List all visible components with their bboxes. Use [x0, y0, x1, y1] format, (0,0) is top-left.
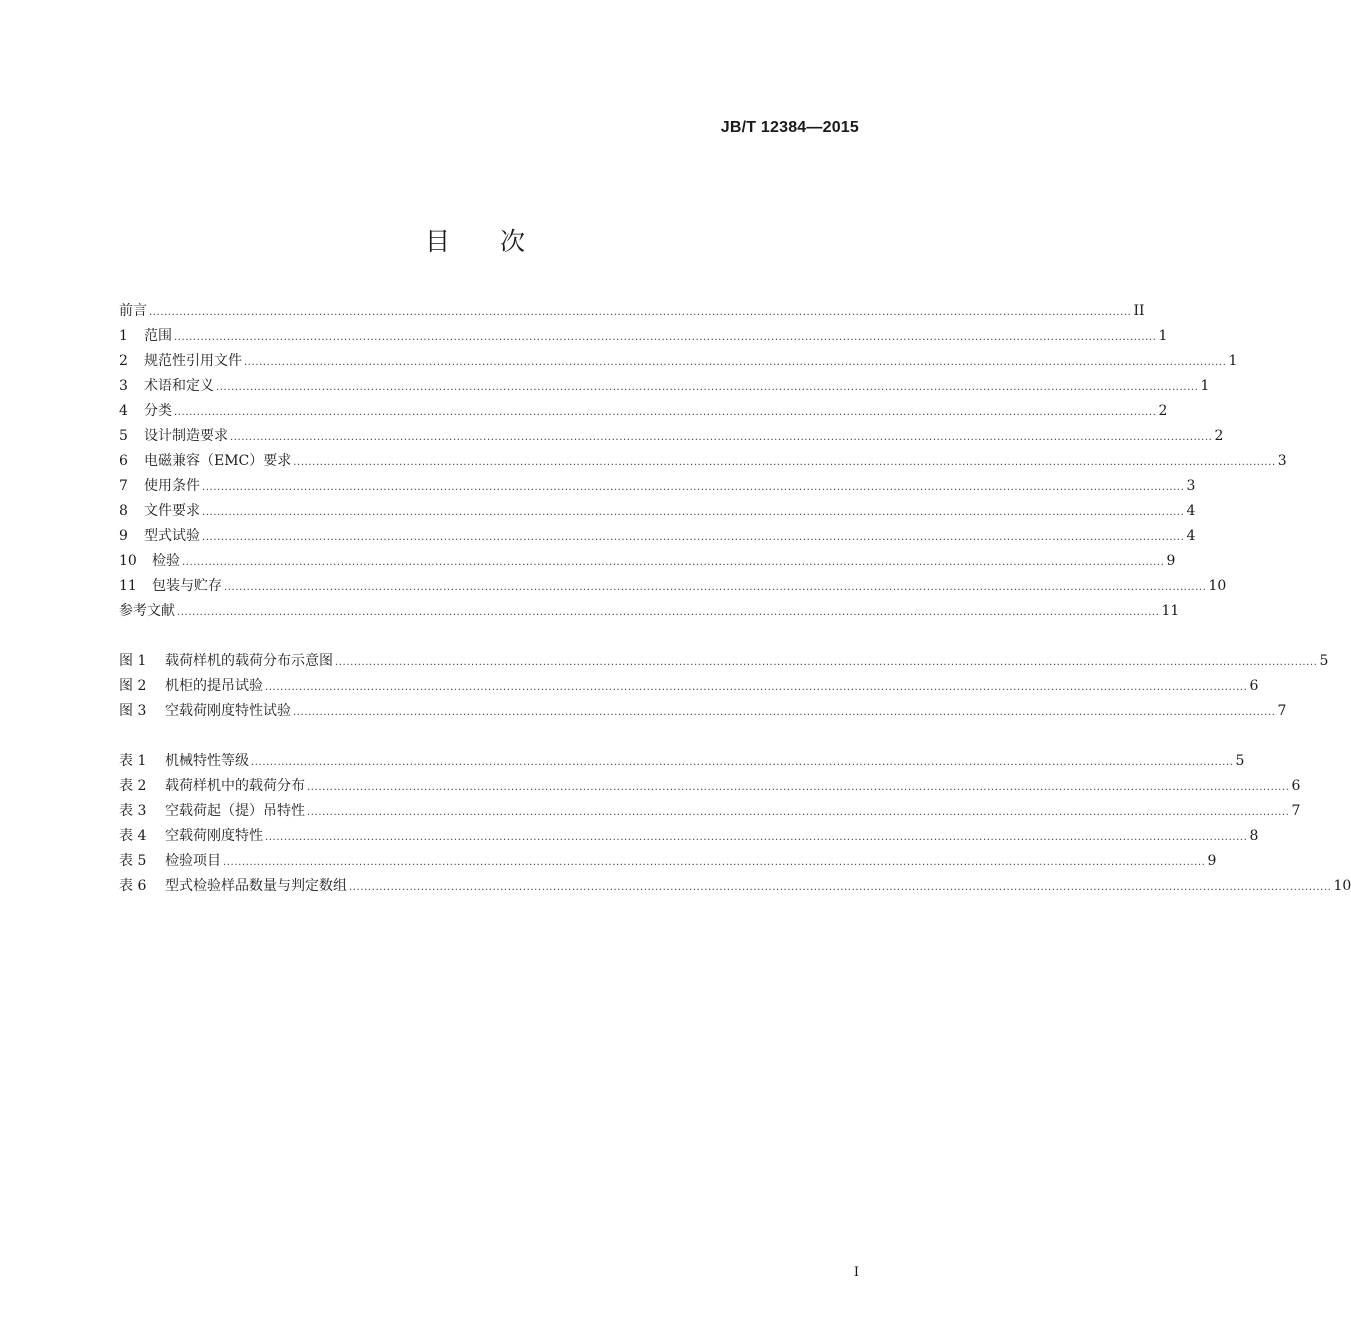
toc-entry-page: 10 [1208, 578, 1227, 594]
toc-entry-number: 图 1 [119, 653, 147, 669]
toc-entry-number: 表 1 [119, 753, 147, 769]
toc-entry-number: 9 [119, 528, 128, 544]
toc-leader-dots: .................................................................................................................................................................................................................................................................... [230, 432, 1213, 443]
toc-entry[interactable] [119, 599, 1180, 624]
toc-leader-dots: .................................................................................................................................................................................................................................................................... [307, 782, 1290, 793]
toc-entry-label: 分类 [144, 403, 172, 419]
toc-figures-list [119, 649, 1329, 724]
toc-entry-number: 4 [119, 403, 128, 419]
toc-entry[interactable] [119, 574, 1227, 599]
toc-entry-page: 11 [1161, 603, 1180, 619]
toc-leader-dots: .................................................................................................................................................................................................................................................................... [335, 657, 1318, 668]
toc-entry-number: 7 [119, 478, 128, 494]
toc-entry[interactable] [119, 474, 1196, 499]
toc-entry-label: 规范性引用文件 [144, 353, 242, 369]
toc-entry-page: 1 [1228, 353, 1238, 369]
toc-entry[interactable] [119, 799, 1301, 824]
toc-entry[interactable] [119, 449, 1287, 474]
toc-entry-page: 2 [1158, 403, 1168, 419]
toc-entry[interactable] [119, 649, 1329, 674]
toc-tables-list [119, 749, 1351, 899]
toc-entry-page: 4 [1186, 528, 1196, 544]
toc-entry-label: 检验项目 [165, 853, 221, 869]
toc-entry-label: 术语和定义 [144, 378, 214, 394]
toc-entry-page: 9 [1207, 853, 1217, 869]
toc-entry-page: 10 [1333, 878, 1351, 894]
toc-entry[interactable] [119, 549, 1176, 574]
toc-leader-dots: .................................................................................................................................................................................................................................................................... [182, 557, 1165, 568]
toc-entry[interactable] [119, 324, 1168, 349]
toc-entry-number: 6 [119, 453, 128, 469]
toc-entry-number: 表 6 [119, 878, 147, 894]
toc-leader-dots: .................................................................................................................................................................................................................................................................... [293, 457, 1276, 468]
toc-entry[interactable] [119, 424, 1224, 449]
toc-entry[interactable] [119, 299, 1145, 324]
toc-entry-page: 2 [1214, 428, 1224, 444]
toc-entry-number: 11 [119, 578, 137, 594]
toc-entry-label: 空载荷起（提）吊特性 [165, 803, 305, 819]
toc-entry-page: II [1133, 303, 1145, 319]
toc-entry-page: 6 [1291, 778, 1301, 794]
toc-entry[interactable] [119, 699, 1287, 724]
toc-entry-page: 8 [1249, 828, 1259, 844]
toc-entry-label: 机柜的提吊试验 [165, 678, 263, 694]
toc-entry-label: 型式试验 [144, 528, 200, 544]
toc-leader-dots: .................................................................................................................................................................................................................................................................... [293, 707, 1276, 718]
toc-entry-label: 使用条件 [144, 478, 200, 494]
toc-entry-label: 文件要求 [144, 503, 200, 519]
page-title: 目次 [424, 227, 575, 256]
toc-main-list [119, 299, 1287, 624]
standard-number: JB/T 12384—2015 [720, 119, 859, 136]
toc-entry[interactable] [119, 349, 1238, 374]
toc-entry-page: 1 [1200, 378, 1210, 394]
toc-leader-dots: .................................................................................................................................................................................................................................................................... [251, 757, 1234, 768]
toc-entry-label: 载荷样机中的载荷分布 [165, 778, 305, 794]
toc-entry-number: 表 3 [119, 803, 147, 819]
toc-entry-page: 9 [1166, 553, 1176, 569]
toc-entry[interactable] [119, 774, 1301, 799]
toc-entry-number: 1 [119, 328, 128, 344]
toc-leader-dots: .................................................................................................................................................................................................................................................................... [244, 357, 1227, 368]
toc-leader-dots: .................................................................................................................................................................................................................................................................... [177, 607, 1160, 618]
toc-entry[interactable] [119, 374, 1210, 399]
toc-entry[interactable] [119, 824, 1259, 849]
toc-entry-number: 表 2 [119, 778, 147, 794]
toc-entry[interactable] [119, 524, 1196, 549]
toc-entry-page: 7 [1277, 703, 1287, 719]
toc-entry[interactable] [119, 849, 1217, 874]
toc-entry-page: 3 [1277, 453, 1287, 469]
toc-leader-dots: .................................................................................................................................................................................................................................................................... [265, 682, 1248, 693]
toc-leader-dots: .................................................................................................................................................................................................................................................................... [216, 382, 1199, 393]
toc-entry-label: 电磁兼容（EMC）要求 [144, 453, 292, 469]
toc-entry-label: 包装与贮存 [152, 578, 222, 594]
toc-entry-number: 10 [119, 553, 137, 569]
page-number: I [853, 1265, 859, 1280]
toc-entry[interactable] [119, 674, 1259, 699]
toc-entry-label: 型式检验样品数量与判定数组 [165, 878, 347, 894]
toc-entry[interactable] [119, 874, 1351, 899]
toc-entry-page: 5 [1319, 653, 1329, 669]
toc-entry-page: 6 [1249, 678, 1259, 694]
toc-leader-dots: .................................................................................................................................................................................................................................................................... [224, 582, 1207, 593]
toc-entry-page: 1 [1158, 328, 1168, 344]
toc-entry-page: 5 [1235, 753, 1245, 769]
toc-entry-number: 5 [119, 428, 128, 444]
toc-leader-dots: .................................................................................................................................................................................................................................................................... [349, 882, 1332, 893]
toc-entry-number: 图 3 [119, 703, 147, 719]
toc-leader-dots: .................................................................................................................................................................................................................................................................... [307, 807, 1290, 818]
toc-entry-label: 范围 [144, 328, 172, 344]
toc-entry-page: 4 [1186, 503, 1196, 519]
toc-leader-dots: .................................................................................................................................................................................................................................................................... [202, 507, 1185, 518]
toc-leader-dots: .................................................................................................................................................................................................................................................................... [202, 532, 1185, 543]
toc-entry-label: 载荷样机的载荷分布示意图 [165, 653, 333, 669]
toc-entry-page: 3 [1186, 478, 1196, 494]
toc-entry-label: 机械特性等级 [165, 753, 249, 769]
toc-entry-page: 7 [1291, 803, 1301, 819]
toc-leader-dots: .................................................................................................................................................................................................................................................................... [149, 307, 1132, 318]
toc-entry-number: 表 4 [119, 828, 147, 844]
toc-entry-label: 参考文献 [119, 603, 175, 619]
toc-entry[interactable] [119, 399, 1168, 424]
toc-entry-label: 空载荷刚度特性试验 [165, 703, 291, 719]
toc-entry[interactable] [119, 499, 1196, 524]
toc-entry-label: 检验 [152, 553, 180, 569]
toc-leader-dots: .................................................................................................................................................................................................................................................................... [202, 482, 1185, 493]
toc-entry-number: 表 5 [119, 853, 147, 869]
toc-entry-number: 图 2 [119, 678, 147, 694]
toc-entry-number: 3 [119, 378, 128, 394]
toc-entry-label: 空载荷刚度特性 [165, 828, 263, 844]
toc-leader-dots: .................................................................................................................................................................................................................................................................... [223, 857, 1206, 868]
toc-leader-dots: .................................................................................................................................................................................................................................................................... [265, 832, 1248, 843]
toc-entry-label: 前言 [119, 303, 147, 319]
toc-entry[interactable] [119, 749, 1245, 774]
toc-leader-dots: .................................................................................................................................................................................................................................................................... [174, 332, 1157, 343]
toc-entry-number: 8 [119, 503, 128, 519]
toc-entry-label: 设计制造要求 [144, 428, 228, 444]
toc-leader-dots: .................................................................................................................................................................................................................................................................... [174, 407, 1157, 418]
toc-entry-number: 2 [119, 353, 128, 369]
